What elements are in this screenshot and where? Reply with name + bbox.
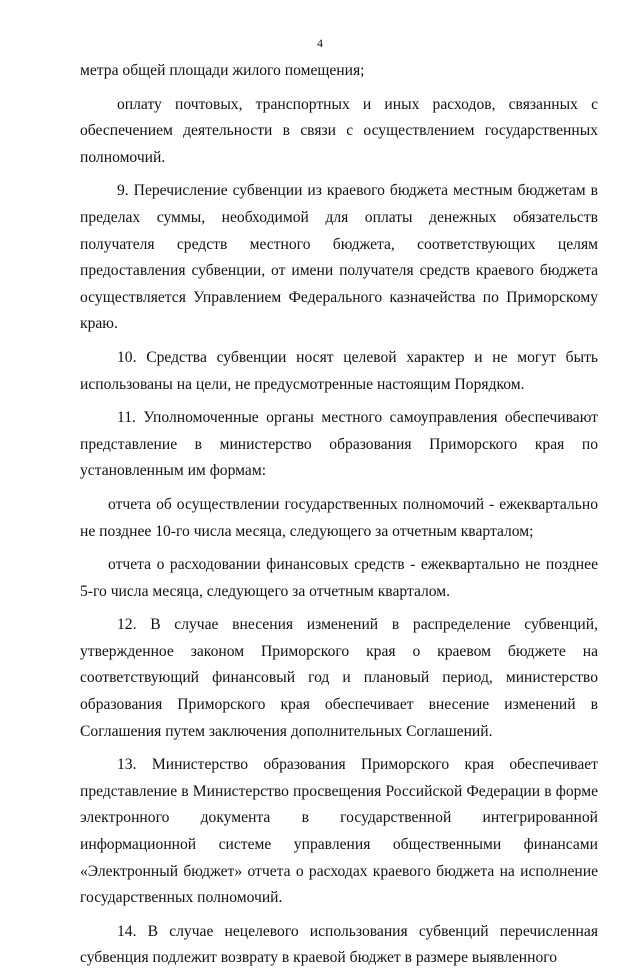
- paragraph-9: 9. Перечисление субвенции из краевого бюджета местным бюджетам в пределах суммы, необходимой для оплаты денежных обязательств получателя средств местного бюджета, соответствующих целям предоставления субвенции, от имени получателя средств краевого бюджета осуществляется Управлением Федерального казначейства по Приморскому краю.: [80, 182, 598, 333]
- paragraph-11-report-2: отчета о расходовании финансовых средств - ежеквартально не позднее 5-го числа месяца, следующего за отчетным кварталом.: [80, 556, 598, 600]
- paragraph-postal-expenses: оплату почтовых, транспортных и иных расходов, связанных с обеспечением деятельности в связи с осуществлением государственных полномочий.: [80, 95, 598, 166]
- paragraph-10: 10. Средства субвенции носят целевой характер и не могут быть использованы на цели, не предусмотренные настоящим Порядком.: [80, 348, 598, 393]
- page-number: 4: [317, 36, 323, 50]
- paragraph-continuation: метра общей площади жилого помещения;: [80, 62, 365, 79]
- paragraph-12: 12. В случае внесения изменений в распределение субвенций, утвержденное законом Приморского края о краевом бюджете на соответствующий финансовый год и плановый период, министерство образования Приморского края обеспечивает внесение изменений в Соглашения путем заключения дополнительных Соглашений.: [80, 616, 598, 740]
- paragraph-13: 13. Министерство образования Приморского края обеспечивает представление в Министерство просвещения Российской Федерации в форме электронного документа в государственной интегрированной информационной системе управления общественными финансами «Электронный бюджет» отчета о расходах краевого бюджета на исполнение государственных полномочий.: [80, 756, 598, 907]
- paragraph-11: 11. Уполномоченные органы местного самоуправления обеспечивают представление в министерство образования Приморского края по установленным им формам:: [80, 409, 598, 480]
- paragraph-14: 14. В случае нецелевого использования субвенций перечисленная субвенция подлежит возврату в краевой бюджет в размере выявленного: [80, 922, 598, 967]
- document-body: [80, 58, 598, 979]
- paragraph-11-report-1: отчета об осуществлении государственных полномочий - ежеквартально не позднее 10-го числа месяца, следующего за отчетным кварталом;: [80, 495, 598, 540]
